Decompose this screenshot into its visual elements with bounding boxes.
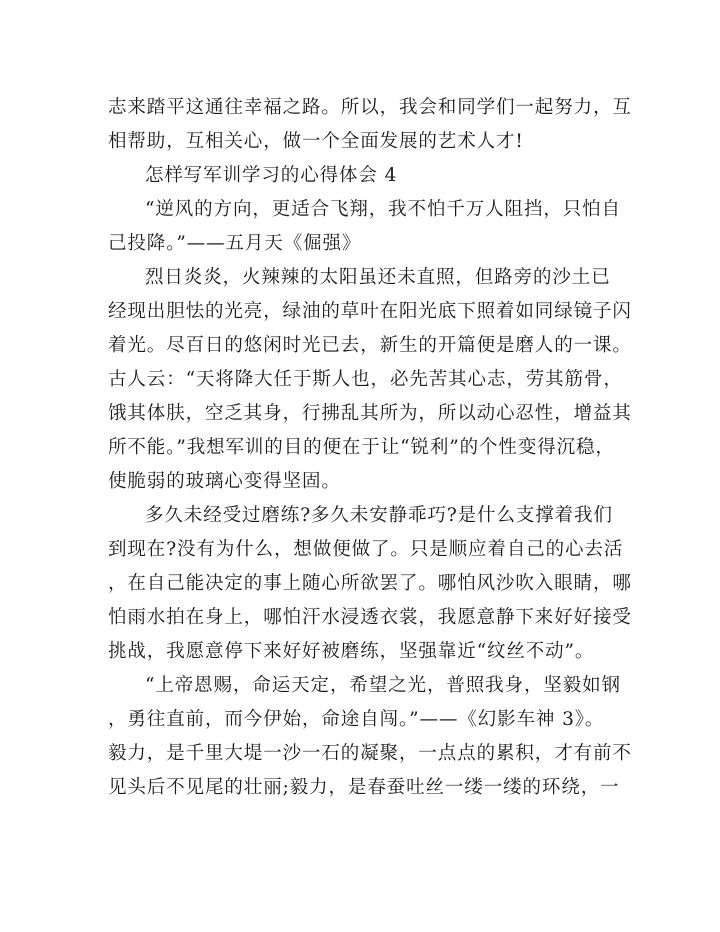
text-line: 经现出胆怯的光亮，绿油的草叶在阳光底下照着如同绿镜子闪: [108, 301, 632, 322]
text-line: 见头后不见尾的壮丽;毅力，是春蚕吐丝一缕一缕的环绕，一: [108, 777, 620, 798]
text-line: 多久未经受过磨练?多久未安静乖巧?是什么支撑着我们: [145, 505, 613, 526]
text-line: 怕雨水拍在身上，哪怕汗水浸透衣裳，我愿意静下来好好接受: [108, 607, 632, 628]
text-line: 使脆弱的玻璃心变得坚固。: [108, 471, 341, 492]
text-line: 饿其体肤，空乏其身，行拂乱其所为，所以动心忍性，增益其: [108, 403, 632, 424]
text-line: 相帮助，互相关心，做一个全面发展的艺术人才!: [108, 131, 524, 152]
text-line: 毅力，是千里大堤一沙一石的凝聚，一点点的累积，才有前不: [108, 743, 632, 764]
text-line: 烈日炎炎，火辣辣的太阳虽还未直照，但路旁的沙土已: [145, 267, 611, 288]
text-line: 志来踏平这通往幸福之路。所以，我会和同学们一起努力，互: [108, 97, 632, 118]
text-line: “逆风的方向，更适合飞翔，我不怕千万人阻挡，只怕自: [145, 199, 621, 220]
text-line: 挑战，我愿意停下来好好被磨练，坚强靠近“纹丝不动”。: [108, 641, 595, 662]
text-line: 到现在?没有为什么，想做便做了。只是顺应着自己的心去活: [108, 539, 624, 560]
text-line: “上帝恩赐，命运天定，希望之光，普照我身，坚毅如钢: [145, 675, 621, 696]
text-line: 着光。尽百日的悠闲时光已去，新生的开篇便是磨人的一课。: [108, 335, 632, 356]
text-line: 己投降。”——五月天《倔强》: [108, 233, 362, 254]
text-line: 古人云：“天将降大任于斯人也，必先苦其心志，劳其筋骨，: [108, 369, 623, 390]
text-line: ，在自己能决定的事上随心所欲罢了。哪怕风沙吹入眼睛，哪: [108, 573, 632, 594]
text-line: 所不能。”我想军训的目的便在于让“锐利”的个性变得沉稳，: [108, 437, 615, 458]
section-heading: 怎样写军训学习的心得体会 4: [145, 165, 398, 186]
text-line: ，勇往直前，而今伊始，命途自闯。”——《幻影车神 3》。: [108, 709, 605, 730]
